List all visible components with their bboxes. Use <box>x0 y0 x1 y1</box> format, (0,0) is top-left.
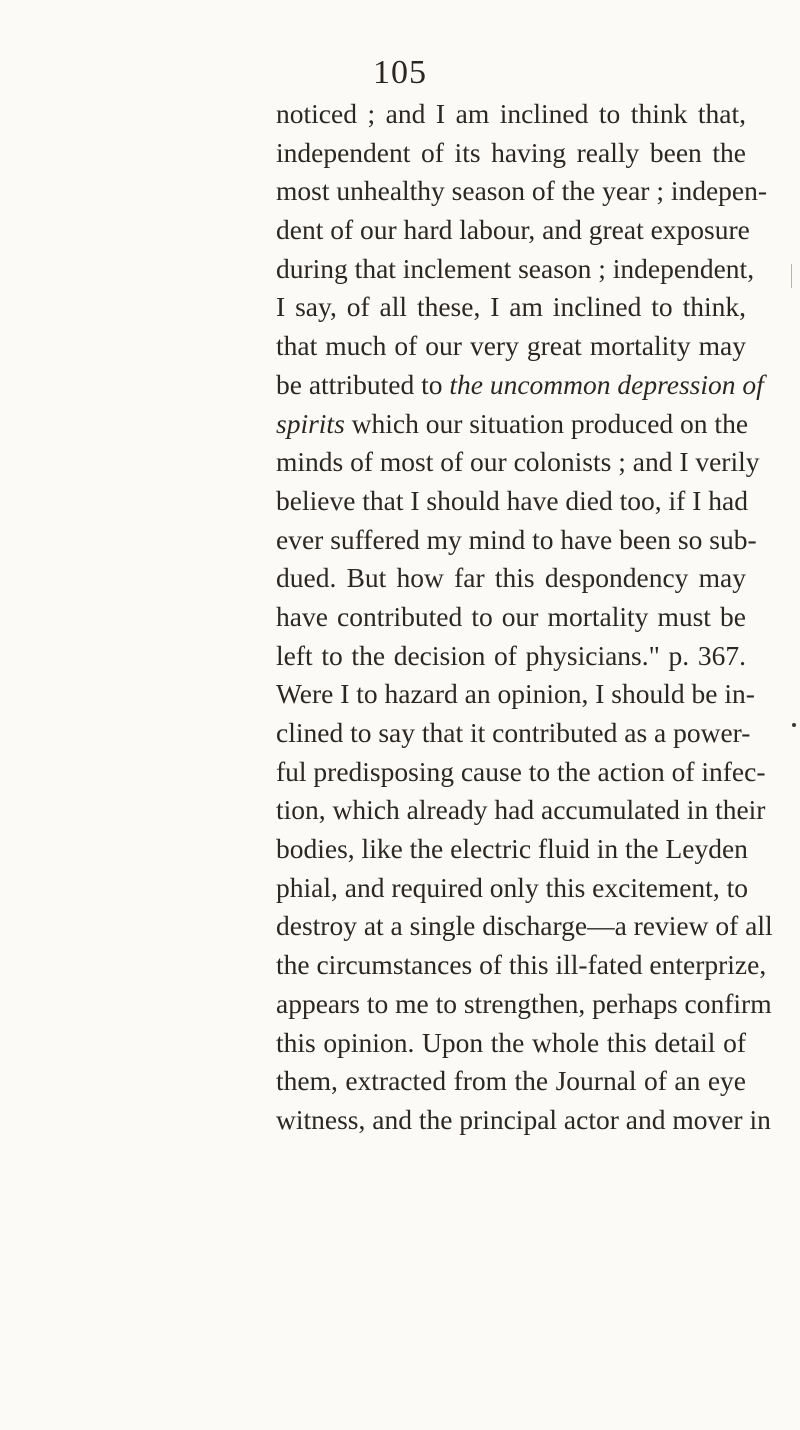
text-line: bodies, like the electric fluid in the Leyden <box>276 833 748 865</box>
text-line: dued. But how far this despondency may <box>276 562 746 594</box>
italic-phrase: the uncommon depression of <box>449 368 764 400</box>
text-line: witness, and the principal actor and mover in <box>276 1103 771 1135</box>
body-text <box>276 95 773 1140</box>
text-line: the circumstances of this ill-fated enterprize, <box>276 949 767 981</box>
text-line: appears to me to strengthen, perhaps confirm <box>276 987 772 1019</box>
text-line: them, extracted from the Journal of an eye <box>276 1065 746 1097</box>
text-line: ful predisposing cause to the action of infec- <box>276 755 766 787</box>
text-span: be attributed to <box>276 368 450 400</box>
ink-speck <box>792 723 796 727</box>
text-line <box>276 366 764 405</box>
text-line: noticed ; and I am inclined to think that, <box>276 98 746 129</box>
text-line: phial, and required only this excitement, to <box>276 871 748 903</box>
text-line: Were I to hazard an opinion, I should be in- <box>276 678 755 710</box>
text-line: minds of most of our colonists ; and I verily <box>276 446 760 478</box>
text-line: during that inclement season ; independent, <box>276 252 755 284</box>
text-line <box>276 405 749 444</box>
text-line: this opinion. Upon the whole this detail of <box>276 1026 746 1058</box>
text-line: most unhealthy season of the year ; indepen- <box>276 175 768 207</box>
paper-blemish <box>791 264 792 288</box>
text-line: believe that I should have died too, if I had <box>276 484 748 516</box>
text-line: tion, which already had accumulated in their <box>276 794 766 826</box>
text-line: clined to say that it contributed as a power- <box>276 717 751 748</box>
text-line: I say, of all these, I am inclined to think, <box>276 291 746 323</box>
text-line: left to the decision of physicians." p. 367. <box>276 639 746 671</box>
italic-phrase: spirits <box>276 407 345 439</box>
text-line: that much of our very great mortality may <box>276 330 746 362</box>
text-line: ever suffered my mind to have been so sub- <box>276 523 757 555</box>
text-line: independent of its having really been the <box>276 136 746 168</box>
page-number: 105 <box>373 54 427 91</box>
text-line: dent of our hard labour, and great exposure <box>276 214 750 246</box>
text-span: which our situation produced on the <box>344 407 749 439</box>
text-line: destroy at a single discharge—a review of all <box>276 910 773 942</box>
text-line: have contributed to our mortality must be <box>276 600 746 632</box>
